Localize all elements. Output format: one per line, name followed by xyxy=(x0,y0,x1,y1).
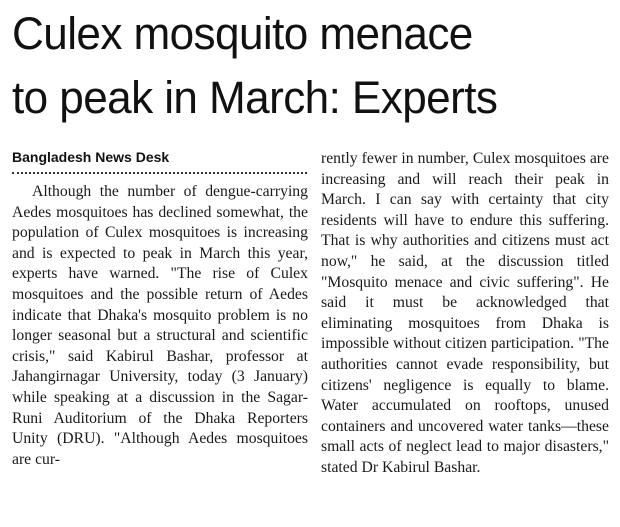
byline-divider xyxy=(12,172,307,174)
headline-line-1: Culex mosquito menace xyxy=(12,8,473,59)
article-body-column-left: Although the number of dengue-carrying Aedes mosquitoes has declined somewhat, the population of Culex mosquitoes is increasing and is expected to peak in March this year, experts have warned. "The rise of Culex mosquitoes and the possible return of Aedes indicate that Dhaka's mosquito problem is no longer seasonal but a structural and scientific crisis," said Kabirul Bashar, professor at Jahangirnagar University, today (3 January) while speaking at a discussion in the Sagar-Runi Auditorium of the Dhaka Reporters Unity (DRU). "Although Aedes mosquitoes are cur- xyxy=(12,183,308,468)
headline xyxy=(12,2,600,130)
byline: Bangladesh News Desk xyxy=(12,149,170,165)
headline-line-2: to peak in March: Experts xyxy=(12,72,498,123)
article-body-column-right: rently fewer in number, Culex mosquitoes are increasing and will reach their peak in March. I can say with certainty that city residents will have to endure this suffering. That is why authorities and citizens must act now," he said, at the discussion titled "Mosquito menace and civic suffering". He said it must be acknowledged that eliminating mosquitoes from Dhaka is impossible without citizen participation. "The authorities cannot evade responsibility, but citizens' negligence is equally to blame. Water accumulated on rooftops, unused containers and uncovered water tanks—these small acts of neglect lead to major disasters," stated Dr Kabirul Bashar. xyxy=(321,150,609,476)
